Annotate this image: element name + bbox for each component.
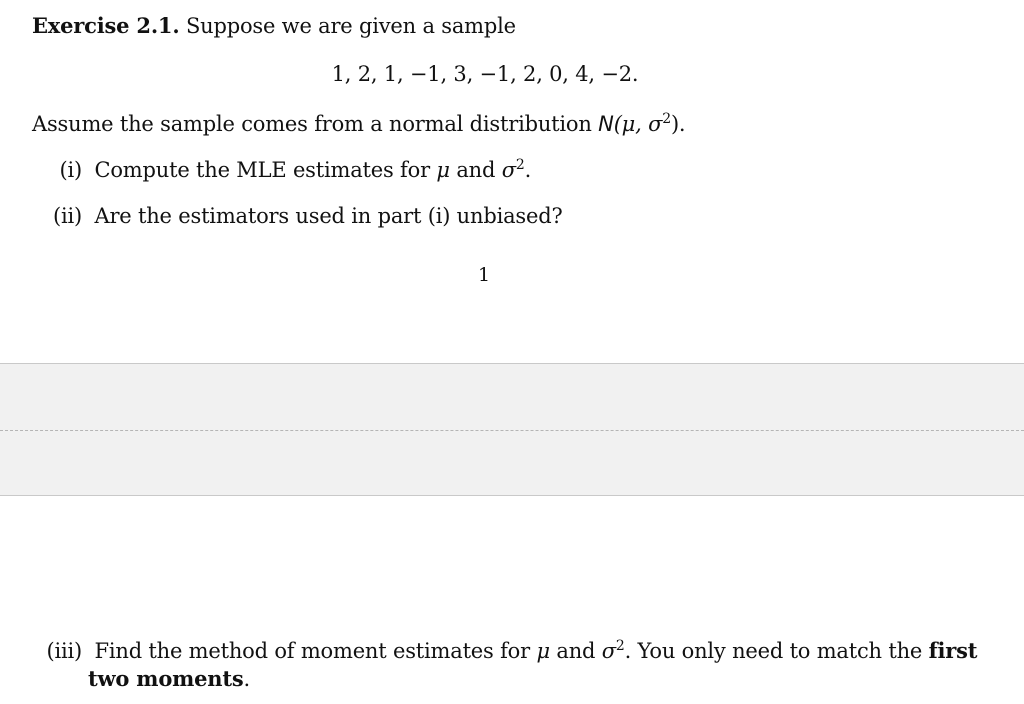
part-iii-end: . — [243, 667, 250, 691]
exercise-heading-line — [32, 13, 516, 39]
part-i-text: Compute the MLE estimates for — [94, 158, 430, 182]
part-iii-and: and — [556, 639, 596, 663]
part-iii-continuation — [88, 666, 250, 692]
part-i-label: (i) — [59, 158, 82, 182]
assumption-text: Assume the sample comes from a normal distribution — [32, 112, 592, 136]
sigma-exponent: 2 — [515, 157, 525, 173]
part-iii-text-2: . You only need to match the — [624, 639, 923, 663]
normal-dist-symbol: N — [598, 112, 614, 136]
part-ii — [30, 203, 563, 229]
sample-values: 1, 2, 1, −1, 3, −1, 2, 0, 4, −2. — [331, 62, 639, 86]
exercise-intro: Suppose we are given a sample — [185, 14, 516, 38]
part-ii-text: Are the estimators used in part (i) unbiased? — [94, 204, 563, 228]
dist-args: (μ, σ — [613, 112, 663, 136]
exercise-heading: Exercise 2.1. — [32, 13, 180, 38]
page-number: 1 — [478, 264, 490, 286]
part-iii-bold-first: first — [928, 638, 978, 663]
part-i-period: . — [524, 158, 532, 182]
sigma-symbol: σ — [601, 639, 616, 663]
dist-exponent: 2 — [662, 111, 671, 127]
mu-symbol: μ — [436, 158, 450, 182]
sigma-symbol: σ — [501, 158, 516, 182]
page-break-dashed-line — [0, 430, 1024, 431]
part-iii — [30, 638, 977, 664]
part-iii-bold-two-moments: two moments — [88, 666, 244, 691]
part-iii-label: (iii) — [46, 639, 82, 663]
mu-symbol: μ — [536, 639, 550, 663]
part-ii-label: (ii) — [52, 204, 82, 228]
dist-close: ). — [670, 112, 686, 136]
assumption-line — [32, 111, 685, 137]
part-i-and: and — [456, 158, 496, 182]
part-i — [30, 157, 531, 183]
part-iii-text: Find the method of moment estimates for — [94, 639, 530, 663]
page-break-separator — [0, 363, 1024, 496]
sigma-exponent: 2 — [615, 638, 625, 654]
